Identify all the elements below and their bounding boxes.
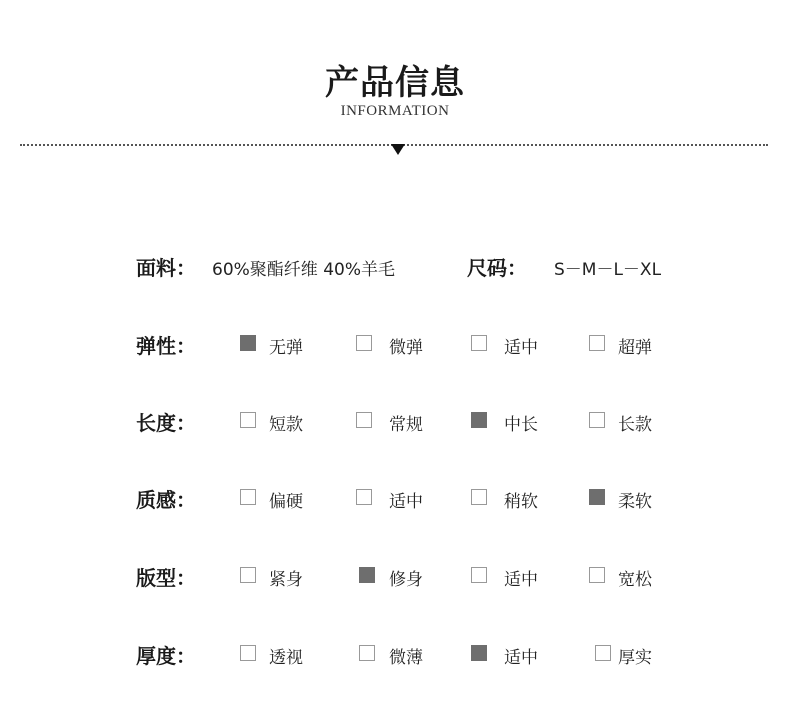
option-label: 短款 <box>269 415 303 435</box>
option-label: 适中 <box>504 570 538 590</box>
checkbox[interactable] <box>356 489 372 505</box>
checkbox[interactable] <box>240 567 256 583</box>
option-label: 微弹 <box>389 338 423 358</box>
material-label: 面料： <box>136 256 196 280</box>
triangle-down-icon <box>391 144 405 155</box>
option-label: 紧身 <box>269 570 303 590</box>
checkbox-checked[interactable] <box>589 489 605 505</box>
option-label: 宽松 <box>618 570 652 590</box>
checkbox[interactable] <box>471 335 487 351</box>
attribute-label: 质感： <box>136 488 196 512</box>
checkbox[interactable] <box>595 645 611 661</box>
option-label: 常规 <box>389 415 423 435</box>
attribute-label: 厚度： <box>136 644 196 668</box>
option-label: 微薄 <box>389 648 423 668</box>
checkbox[interactable] <box>240 645 256 661</box>
checkbox[interactable] <box>240 412 256 428</box>
option-label: 柔软 <box>618 492 652 512</box>
attribute-row-texture <box>0 482 790 512</box>
checkbox-checked[interactable] <box>240 335 256 351</box>
checkbox[interactable] <box>471 567 487 583</box>
checkbox[interactable] <box>356 335 372 351</box>
option-label: 超弹 <box>618 338 652 358</box>
checkbox[interactable] <box>589 567 605 583</box>
checkbox-checked[interactable] <box>359 567 375 583</box>
page-subtitle: INFORMATION <box>340 103 450 119</box>
option-label: 透视 <box>269 648 303 668</box>
checkbox-checked[interactable] <box>471 412 487 428</box>
checkbox[interactable] <box>471 489 487 505</box>
attribute-row-elasticity <box>0 328 790 358</box>
option-label: 适中 <box>504 338 538 358</box>
checkbox[interactable] <box>359 645 375 661</box>
material-size-row <box>0 250 790 280</box>
option-label: 适中 <box>389 492 423 512</box>
checkbox[interactable] <box>356 412 372 428</box>
checkbox-checked[interactable] <box>471 645 487 661</box>
attribute-row-fit <box>0 560 790 590</box>
checkbox[interactable] <box>589 412 605 428</box>
checkbox[interactable] <box>589 335 605 351</box>
material-value: 60%聚酯纤维 40%羊毛 <box>212 260 395 280</box>
option-label: 厚实 <box>618 648 652 668</box>
attribute-row-length <box>0 405 790 435</box>
attribute-label: 版型： <box>136 566 196 590</box>
option-label: 长款 <box>618 415 652 435</box>
option-label: 无弹 <box>269 338 303 358</box>
option-label: 偏硬 <box>269 492 303 512</box>
attribute-label: 长度： <box>136 411 196 435</box>
size-label: 尺码： <box>467 256 527 280</box>
page-title: 产品信息 <box>325 63 465 103</box>
option-label: 稍软 <box>504 492 538 512</box>
attribute-label: 弹性： <box>136 334 196 358</box>
option-label: 修身 <box>389 570 423 590</box>
option-label: 中长 <box>504 415 538 435</box>
size-value: S－M－L－XL <box>554 260 662 280</box>
checkbox[interactable] <box>240 489 256 505</box>
attribute-row-thickness <box>0 638 790 668</box>
option-label: 适中 <box>504 648 538 668</box>
